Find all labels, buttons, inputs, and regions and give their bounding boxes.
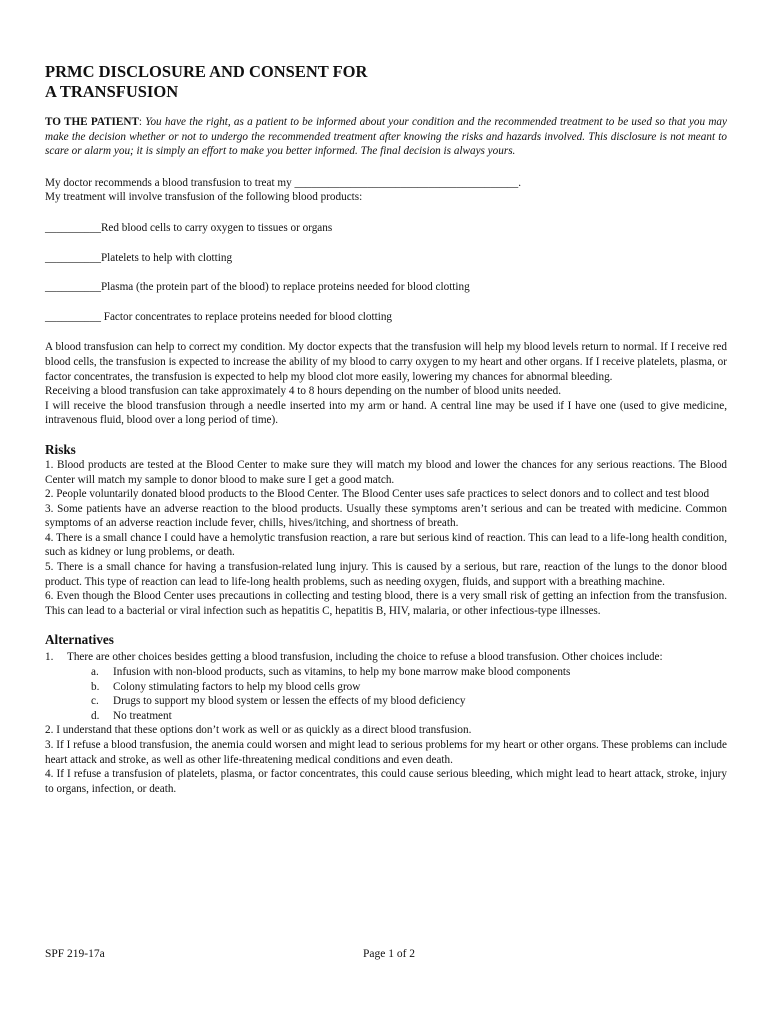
patient-notice-colon: : xyxy=(138,116,143,128)
risks-list xyxy=(45,458,727,619)
option-letter: c. xyxy=(91,695,99,708)
blood-product-list xyxy=(45,221,727,324)
explanation-paragraph: Receiving a blood transfusion can take approximately 4 to 8 hours depending on the number of blood units needed. xyxy=(45,385,562,398)
blood-product-item: __________Plasma (the protein part of the blood) to replace proteins needed for blood clotting xyxy=(45,281,470,294)
risks-heading: Risks xyxy=(45,441,76,457)
alternative-text: There are other choices besides getting a blood transfusion, including the choice to refuse a blood transfusion. Other choices include: xyxy=(67,651,663,664)
transfusion-explanation xyxy=(45,340,727,428)
alternative-item: 4. If I refuse a transfusion of platelets, plasma, or factor concentrates, this could cause serious bleeding, which might lead to heart attack, stroke, injury to organs, infection, or death. xyxy=(45,768,727,795)
document-body xyxy=(45,62,727,796)
risk-item: 6. Even though the Blood Center uses precautions in collecting and testing blood, there is a very small risk of getting an infection from the transfusion. This can lead to a bacterial or viral infection such as hepatitis C, hepatitis B, HIV, malaria, or other infectious-type illnesses. xyxy=(45,590,727,617)
alternative-item: 2. I understand that these options don’t work as well or as quickly as a direct blood transfusion. xyxy=(45,724,472,737)
recommendation-line: My doctor recommends a blood transfusion to treat my ________________________________________. xyxy=(45,176,522,189)
alternative-number: 1. xyxy=(45,651,54,664)
alternative-option xyxy=(45,709,727,724)
alternative-item xyxy=(45,650,727,665)
alternative-option xyxy=(45,680,727,695)
option-letter: a. xyxy=(91,666,99,679)
risk-item: 4. There is a small chance I could have a hemolytic transfusion reaction, a rare but serious kind of reaction. This can lead to a life-long health condition, such as kidney or lung problems, or death. xyxy=(45,531,727,559)
alternative-option xyxy=(45,694,727,709)
patient-notice-body: You have the right, as a patient to be informed about your condition and the recommended treatment to be used so that you may make the decision whether or not to undergo the recommended treatment after knowing the risks and hazards involved. This disclosure is not meant to scare or alarm you; it is simply an effort to make you better informed. The final decision is always yours. xyxy=(45,116,727,158)
patient-notice xyxy=(45,115,727,159)
alternative-options xyxy=(45,665,727,723)
document-title xyxy=(45,62,727,102)
alternative-option xyxy=(45,665,727,680)
explanation-paragraph: A blood transfusion can help to correct my condition. My doctor expects that the transfusion will help my blood levels return to normal. If I receive red blood cells, the transfusion is expected to increase the ability of my blood to carry oxygen to my heart and other organs. If I receive platelets, plasma, or factor concentrates, the transfusion is expected to help my blood clot more easily, lowering my chances for abnormal bleeding. xyxy=(45,341,727,383)
treatment-intro: My treatment will involve transfusion of the following blood products: xyxy=(45,191,363,204)
option-letter: d. xyxy=(91,709,100,722)
form-code: SPF 219-17a xyxy=(45,948,105,960)
option-text: Colony stimulating factors to help my blood cells grow xyxy=(113,680,361,693)
title-line-2: A TRANSFUSION xyxy=(45,82,179,101)
explanation-paragraph: I will receive the blood transfusion through a needle inserted into my arm or hand. A central line may be used if I have one (used to give medicine, intravenous fluid, blood over a long period of time). xyxy=(45,399,727,427)
risk-item: 5. There is a small chance for having a transfusion-related lung injury. This is caused by a serious, but rare, reaction of the lungs to the donor blood product. This type of reaction can lead to life-long health problems, such as needing oxygen, fluids, and support with a breathing machine. xyxy=(45,561,727,588)
title-line-1: PRMC DISCLOSURE AND CONSENT FOR xyxy=(45,62,368,81)
blood-product-item: __________Platelets to help with clotting xyxy=(45,251,233,264)
alternatives-heading: Alternatives xyxy=(45,632,114,648)
alternatives-list xyxy=(45,650,727,796)
option-text: Infusion with non-blood products, such as vitamins, to help my bone marrow make blood components xyxy=(113,666,571,679)
option-text: Drugs to support my blood system or lessen the effects of my blood deficiency xyxy=(113,695,466,708)
option-text: No treatment xyxy=(113,709,172,722)
alternative-item: 3. If I refuse a blood transfusion, the anemia could worsen and might lead to serious problems for my heart or other organs. These problems can include heart attack and stroke, as well as other life-threatening medical conditions and even death. xyxy=(45,739,727,766)
blood-product-item: __________ Factor concentrates to replace proteins needed for blood clotting xyxy=(45,310,393,323)
risk-item: 2. People voluntarily donated blood products to the Blood Center. The Blood Center uses safe practices to select donors and to collect and test blood xyxy=(45,488,710,501)
patient-notice-lead: TO THE PATIENT xyxy=(45,116,139,128)
page-number: Page 1 of 2 xyxy=(363,948,416,960)
risk-item: 3. Some patients have an adverse reaction to the blood products. Usually these symptoms aren’t serious and can be treated with medicine. Common symptoms of an adverse reaction include fever, chills, hives/itching, and shortness of breath. xyxy=(45,502,727,530)
blood-product-item: __________Red blood cells to carry oxygen to tissues or organs xyxy=(45,221,333,234)
risk-item: 1. Blood products are tested at the Blood Center to make sure they will match my blood and lower the chances for any serious reactions. The Blood Center will match my sample to donor blood to make sure I get a good match. xyxy=(45,458,727,486)
option-letter: b. xyxy=(91,680,100,693)
